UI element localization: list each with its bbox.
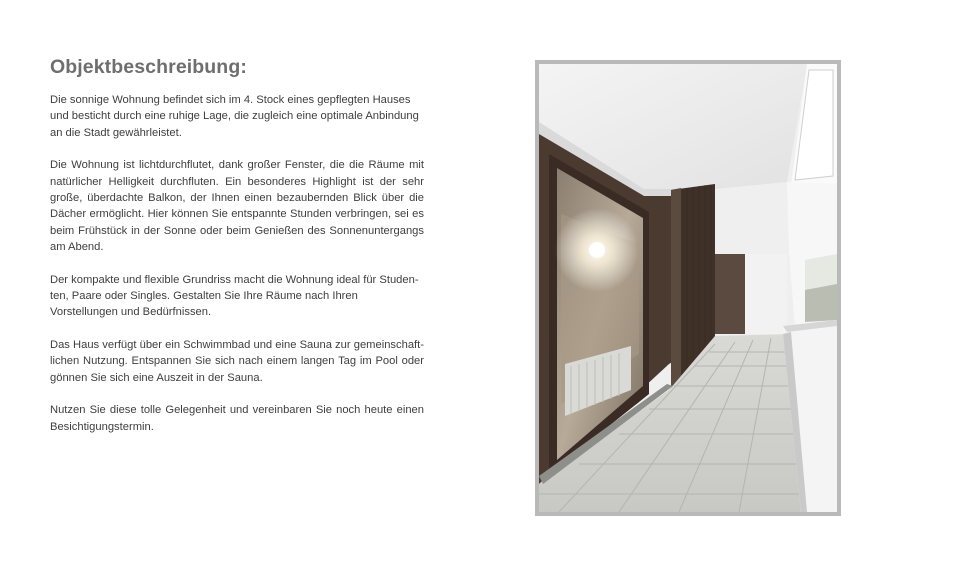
balcony-photo <box>539 64 837 512</box>
description-paragraph: Der kompakte und flexible Grundriss macht die Wohnung ideal für Studenten, Paare oder Singles. Gestalten Sie Ihre Räume nach Ihren Vorstellungen und Bedürfnissen. <box>50 273 419 319</box>
description-paragraph: Das Haus verfügt über ein Schwimmbad und eine Sauna zur gemeinschaftlichen Nutzung. Entspannen Sie sich nach einem langen Tag im Pool oder gönnen Sie sich eine Auszeit in der Sauna. <box>50 338 424 384</box>
description-section <box>50 56 424 451</box>
section-title: Objektbeschreibung: <box>50 56 247 78</box>
balcony-photo-frame <box>535 60 841 516</box>
description-paragraph: Nutzen Sie diese tolle Gelegenheit und vereinbaren Sie noch heute einen Besichtigungstermin. <box>50 404 424 433</box>
description-paragraph: Die sonnige Wohnung befindet sich im 4. Stock eines gepflegten Hauses und besticht durch eine ruhige Lage, die zugleich eine optimale Anbindung an die Stadt gewährleistet. <box>50 94 419 139</box>
description-paragraph: Die Wohnung ist lichtdurchflutet, dank großer Fenster, die die Räume mit natürlicher Helligkeit durchfluten. Ein besonderes Highlight ist der sehr große, überdachte Balkon, der Ihnen einen bezaubernden Blick über die Dächer ermöglicht. Hier können Sie entspannte Stunden verbringen, sei es beim Frühstück in der Sonne oder beim Genießen des Sonnenuntergangs am Abend. <box>50 159 424 254</box>
